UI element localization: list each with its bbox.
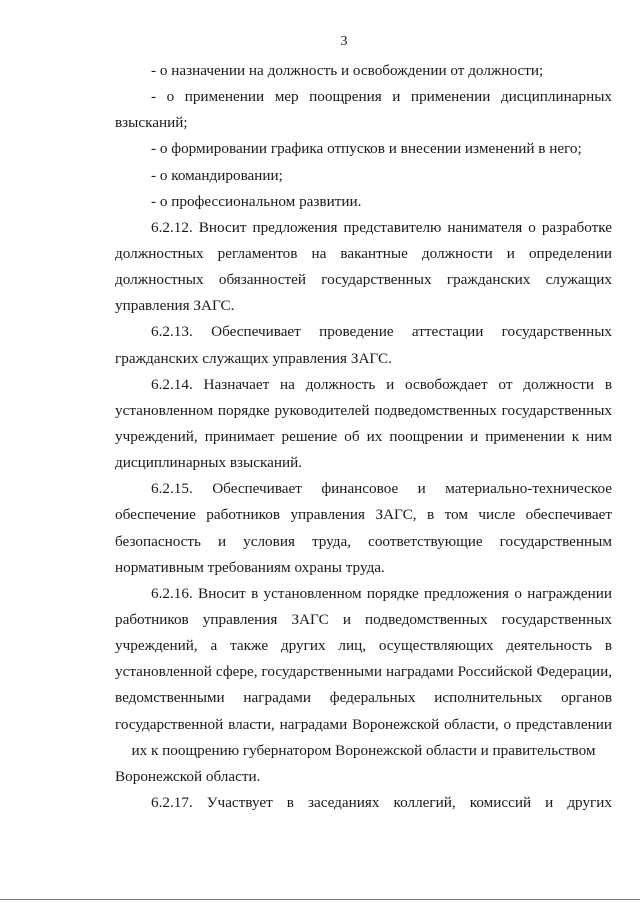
- page-bottom-rule: [0, 899, 640, 900]
- list-item: - о формировании графика отпусков и внесении изменений в него;: [151, 140, 582, 158]
- paragraph-6-2-16-line: работников управления ЗАГС и подведомственных государственных: [115, 610, 612, 628]
- paragraph-6-2-16-line: государственной власти, наградами Воронежской области, о представлении: [115, 715, 612, 733]
- paragraph-6-2-16-line: Воронежской области.: [115, 767, 261, 785]
- page-number: 3: [340, 34, 348, 49]
- paragraph-6-2-14-line: 6.2.14. Назначает на должность и освобождает от должности в: [151, 375, 612, 393]
- paragraph-6-2-12-line: 6.2.12. Вносит предложения представителю нанимателя о разработке: [151, 218, 612, 236]
- paragraph-6-2-14-line: учреждений, принимает решение об их поощрении и применении к ним: [115, 427, 612, 445]
- paragraph-6-2-12-line: должностных обязанностей государственных гражданских служащих: [115, 271, 612, 289]
- paragraph-6-2-14-line: дисциплинарных взысканий.: [115, 454, 303, 472]
- paragraph-6-2-16-line: 6.2.16. Вносит в установленном порядке предложения о награждении: [151, 584, 612, 602]
- paragraph-6-2-16-line: их к поощрению губернатором Воронежской области и правительством: [131, 741, 596, 759]
- paragraph-6-2-14-line: установленном порядке руководителей подведомственных государственных: [115, 401, 612, 419]
- paragraph-6-2-12-line: управления ЗАГС.: [115, 297, 235, 315]
- list-item: - о профессиональном развитии.: [151, 192, 362, 210]
- paragraph-6-2-13-line: гражданских служащих управления ЗАГС.: [115, 349, 392, 367]
- paragraph-6-2-15-line: нормативным требованиям охраны труда.: [115, 558, 385, 576]
- paragraph-6-2-15-line: 6.2.15. Обеспечивает финансовое и материально-техническое: [151, 480, 612, 498]
- paragraph-6-2-12-line: должностных регламентов на вакантные должности и определении: [115, 244, 612, 262]
- paragraph-6-2-16-line: учреждений, а также других лиц, осуществляющих деятельность в: [115, 637, 612, 655]
- paragraph-6-2-15-line: безопасность и условия труда, соответствующие государственным: [115, 532, 612, 550]
- text-line: взысканий;: [115, 114, 188, 132]
- list-item: - о командировании;: [151, 166, 283, 184]
- paragraph-6-2-13-line: 6.2.13. Обеспечивает проведение аттестации государственных: [151, 323, 612, 341]
- paragraph-6-2-15-line: обеспечение работников управления ЗАГС, в том числе обеспечивает: [115, 506, 612, 524]
- paragraph-6-2-16-line: установленной сфере, государственными наградами Российской Федерации,: [115, 663, 612, 681]
- paragraph-6-2-16-line: ведомственными наградами федеральных исполнительных органов: [115, 689, 612, 707]
- paragraph-6-2-17-line: 6.2.17. Участвует в заседаниях коллегий, комиссий и других: [151, 793, 612, 811]
- list-item: - о назначении на должность и освобождении от должности;: [151, 62, 544, 79]
- list-item: - о применении мер поощрения и применении дисциплинарных: [151, 88, 612, 106]
- document-body: [115, 58, 612, 816]
